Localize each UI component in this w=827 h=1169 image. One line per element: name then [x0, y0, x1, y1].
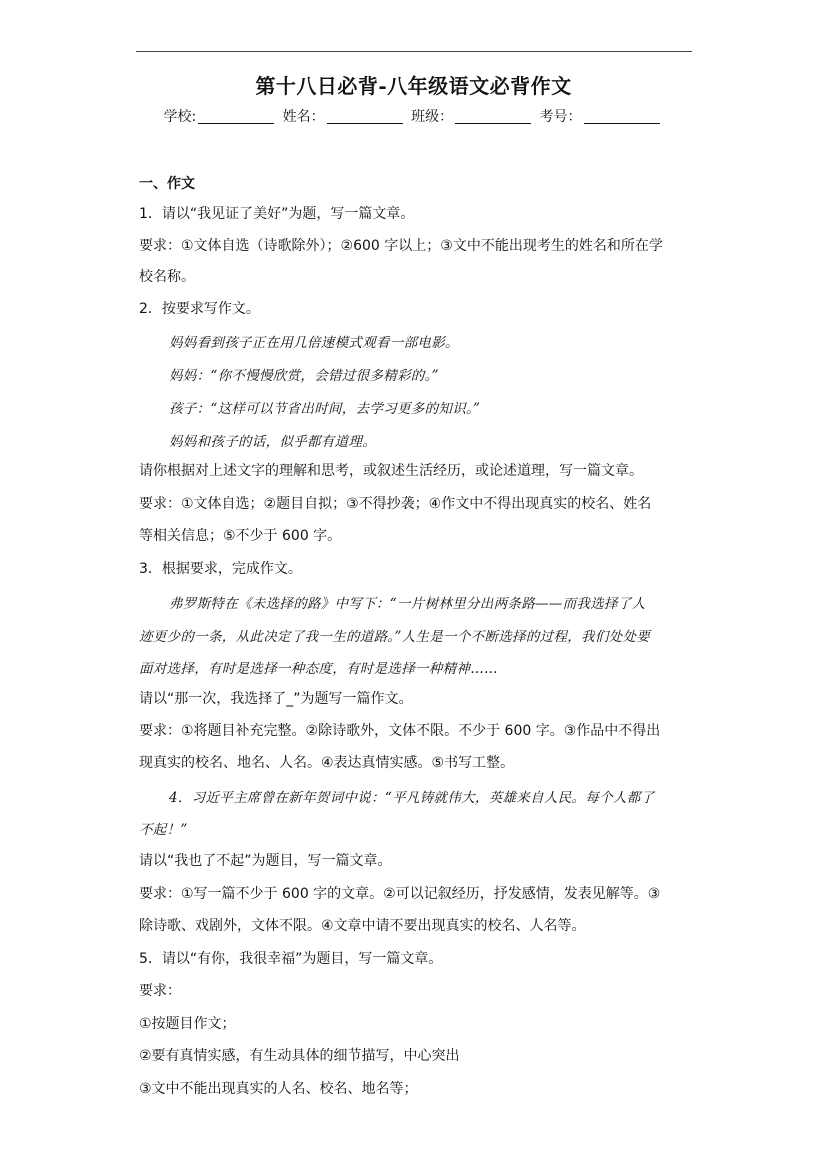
question-1-requirements-cont: 校名称。: [139, 269, 195, 285]
class-label: 班级：: [411, 109, 454, 125]
question-5-requirement-item: ③文中不能出现真实的人名、校名、地名等；: [139, 1081, 418, 1097]
question-3-material-line: 弗罗斯特在《未选择的路》中写下：“一片树林里分出两条路——而我选择了人: [169, 596, 646, 612]
question-4-instruction: 请以“我也了不起”为题目，写一篇文章。: [139, 853, 392, 869]
question-2-material-line: 妈妈看到孩子正在用几倍速模式观看一部电影。: [169, 335, 459, 351]
header-rule: [136, 51, 692, 52]
question-4-requirements: 要求：①写一篇不少于 600 字的文章。②可以记叙经历，抒发感情，发表见解等。③: [139, 886, 661, 902]
question-2-requirements-cont: 等相关信息；⑤不少于 600 字。: [139, 528, 342, 544]
question-2-prompt: 2．按要求写作文。: [139, 301, 260, 317]
question-2-material-line: 妈妈：“你不慢慢欣赏，会错过很多精彩的。”: [169, 368, 439, 384]
question-3-prompt: 3．根据要求，完成作文。: [139, 561, 302, 577]
exam-number-label: 考号：: [539, 109, 582, 125]
question-1-prompt: 1．请以“我见证了美好”为题，写一篇文章。: [139, 206, 415, 222]
school-label: 学校:: [163, 109, 197, 125]
question-3-requirements-cont: 现真实的校名、地名、人名。④表达真情实感。⑤书写工整。: [139, 755, 515, 771]
question-5-requirements-label: 要求：: [139, 983, 181, 999]
question-2-instruction: 请你根据对上述文字的理解和思考，或叙述生活经历，或论述道理，写一篇文章。: [139, 463, 643, 479]
class-blank: [455, 109, 531, 124]
question-4-prompt-cont: 不起！”: [139, 822, 188, 838]
question-4-prompt: 4．习近平主席曾在新年贺词中说：“平凡铸就伟大，英雄来自人民。每个人都了: [169, 790, 655, 806]
question-1-requirements: 要求：①文体自选（诗歌除外）；②600 字以上；③文中不能出现考生的姓名和所在学: [139, 238, 663, 254]
question-2-material-line: 妈妈和孩子的话，似乎都有道理。: [169, 434, 376, 450]
question-2-requirements: 要求：①文体自选；②题目自拟；③不得抄袭；④作文中不得出现真实的校名、姓名: [139, 496, 652, 512]
page-title: 第十八日必背-八年级语文必背作文: [255, 74, 572, 98]
question-3-material-line: 迹更少的一条，从此决定了我一生的道路。”人生是一个不断选择的过程，我们处处要: [139, 629, 651, 645]
question-5-requirement-item: ②要有真情实感，有生动具体的细节描写，中心突出: [139, 1048, 460, 1064]
question-3-requirements: 要求：①将题目补充完整。②除诗歌外，文体不限。不少于 600 字。③作品中不得出: [139, 723, 661, 739]
question-2-material-line: 孩子：“这样可以节省出时间，去学习更多的知识。”: [169, 401, 481, 417]
name-blank: [327, 109, 403, 124]
question-5-prompt: 5．请以“有你，我很幸福”为题目，写一篇文章。: [139, 951, 443, 967]
name-label: 姓名：: [282, 109, 325, 125]
student-info-line: [0, 106, 827, 126]
question-4-requirements-cont: 除诗歌、戏剧外，文体不限。④文章中请不要出现真实的校名、人名等。: [139, 918, 586, 934]
question-3-material-line: 面对选择，有时是选择一种态度，有时是选择一种精神……: [139, 661, 498, 677]
section-heading: 一、作文: [139, 176, 195, 192]
exam-number-blank: [584, 109, 660, 124]
school-blank: [198, 109, 274, 124]
question-3-instruction: 请以“那一次，我选择了_”为题写一篇作文。: [139, 691, 413, 707]
question-5-requirement-item: ①按题目作文；: [139, 1016, 236, 1032]
